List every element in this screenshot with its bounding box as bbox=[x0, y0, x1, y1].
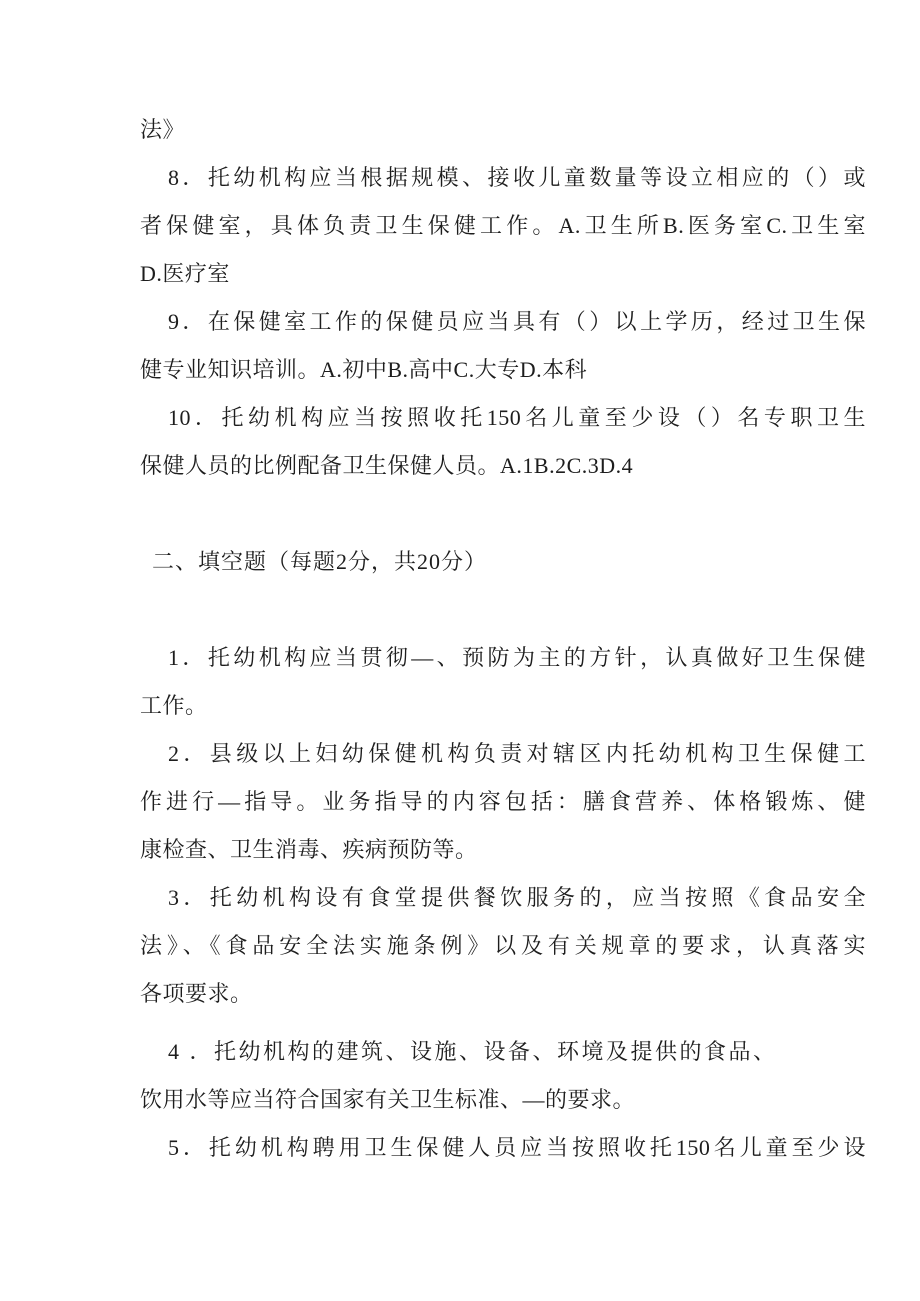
fill-blank-line: 5．托幼机构聘用卫生保健人员应当按照收托150名儿童至少设 bbox=[168, 1135, 866, 1160]
blank-line bbox=[140, 490, 866, 538]
fill-blank-line: 4 ．托幼机构的建筑、设施、设备、环境及提供的食品、 bbox=[168, 1039, 778, 1064]
fill-blank-line: 3．托幼机构设有食堂提供餐饮服务的，应当按照《食品安全 bbox=[168, 885, 866, 910]
question-line: 者保健室，具体负责卫生保健工作。A.卫生所B.医务室C.卫生室 bbox=[140, 213, 866, 238]
answer-options-line: 健专业知识培训。A.初中B.高中C.大专D.本科 bbox=[140, 357, 588, 382]
fill-blank-line: 2．县级以上妇幼保健机构负责对辖区内托幼机构卫生保健工 bbox=[168, 741, 866, 766]
blank-line bbox=[140, 586, 866, 634]
question-line: 9．在保健室工作的保健员应当具有（）以上学历，经过卫生保 bbox=[168, 309, 866, 334]
fill-blank-line: 康检查、卫生消毒、疾病预防等。 bbox=[140, 837, 478, 862]
fill-blank-line: 1．托幼机构应当贯彻—、预防为主的方针，认真做好卫生保健 bbox=[168, 645, 866, 670]
document-text-block bbox=[140, 106, 866, 1172]
section-heading: 二、填空题（每题2分，共20分） bbox=[152, 549, 488, 574]
fill-blank-line: 各项要求。 bbox=[140, 981, 253, 1006]
fill-blank-line: 法》、《食品安全法实施条例》以及有关规章的要求，认真落实 bbox=[140, 933, 866, 958]
fill-blank-line: 工作。 bbox=[140, 693, 208, 718]
question-line: 10．托幼机构应当按照收托150名儿童至少设（）名专职卫生 bbox=[168, 405, 866, 430]
fill-blank-line: 作进行—指导。业务指导的内容包括：膳食营养、体格锻炼、健 bbox=[140, 789, 866, 814]
answer-options-line: D.医疗室 bbox=[140, 261, 230, 286]
fill-blank-line: 饮用水等应当符合国家有关卫生标准、—的要求。 bbox=[140, 1087, 636, 1112]
answer-options-line: 保健人员的比例配备卫生保健人员。A.1B.2C.3D.4 bbox=[140, 453, 634, 478]
question-line: 8．托幼机构应当根据规模、接收儿童数量等设立相应的（）或 bbox=[168, 165, 866, 190]
doc-line: 法》 bbox=[140, 117, 186, 142]
